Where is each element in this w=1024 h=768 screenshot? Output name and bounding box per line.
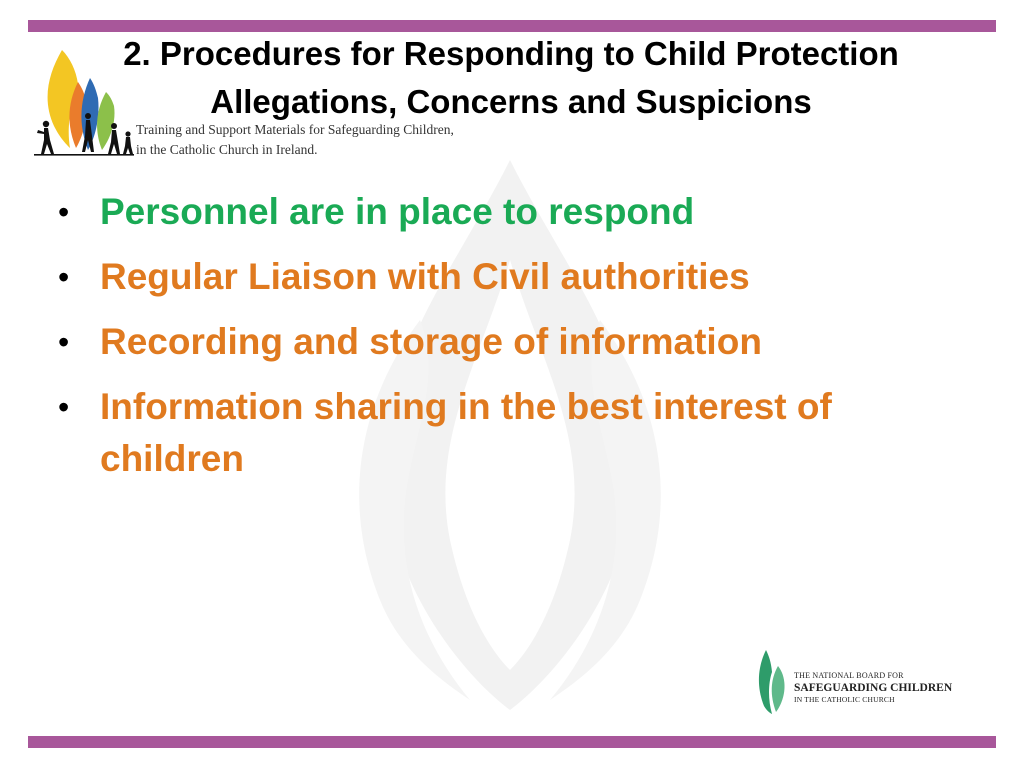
bullet-item bbox=[58, 251, 958, 303]
bullet-item bbox=[58, 316, 958, 368]
bullet-dot-icon: • bbox=[58, 259, 70, 295]
footer-logo-line1: THE NATIONAL BOARD FOR bbox=[794, 671, 904, 680]
subtitle-line2: in the Catholic Church in Ireland. bbox=[136, 142, 318, 157]
slide-subtitle bbox=[136, 120, 454, 160]
green-flame-logo-icon bbox=[756, 648, 790, 714]
bullet-text: Regular Liaison with Civil authorities bbox=[100, 256, 750, 297]
subtitle-line1: Training and Support Materials for Safeguarding Children, bbox=[136, 122, 454, 137]
footer-logo bbox=[756, 648, 976, 714]
slide-title-line2: Allegations, Concerns and Suspicions bbox=[210, 83, 812, 120]
bullet-list bbox=[58, 186, 958, 498]
bullet-text: Information sharing in the best interest of children bbox=[100, 386, 832, 479]
bullet-item bbox=[58, 381, 958, 485]
footer-logo-line2: SAFEGUARDING CHILDREN bbox=[794, 682, 953, 694]
footer-logo-line3: IN THE CATHOLIC CHURCH bbox=[794, 695, 895, 704]
bullet-item bbox=[58, 186, 958, 238]
slide-title bbox=[96, 30, 926, 126]
slide-title-line1: 2. Procedures for Responding to Child Protection bbox=[123, 35, 899, 72]
bullet-dot-icon: • bbox=[58, 194, 70, 230]
bullet-text: Personnel are in place to respond bbox=[100, 191, 695, 232]
bullet-dot-icon: • bbox=[58, 389, 70, 425]
bullet-text: Recording and storage of information bbox=[100, 321, 762, 362]
bullet-dot-icon: • bbox=[58, 324, 70, 360]
bottom-accent-bar bbox=[28, 736, 996, 748]
